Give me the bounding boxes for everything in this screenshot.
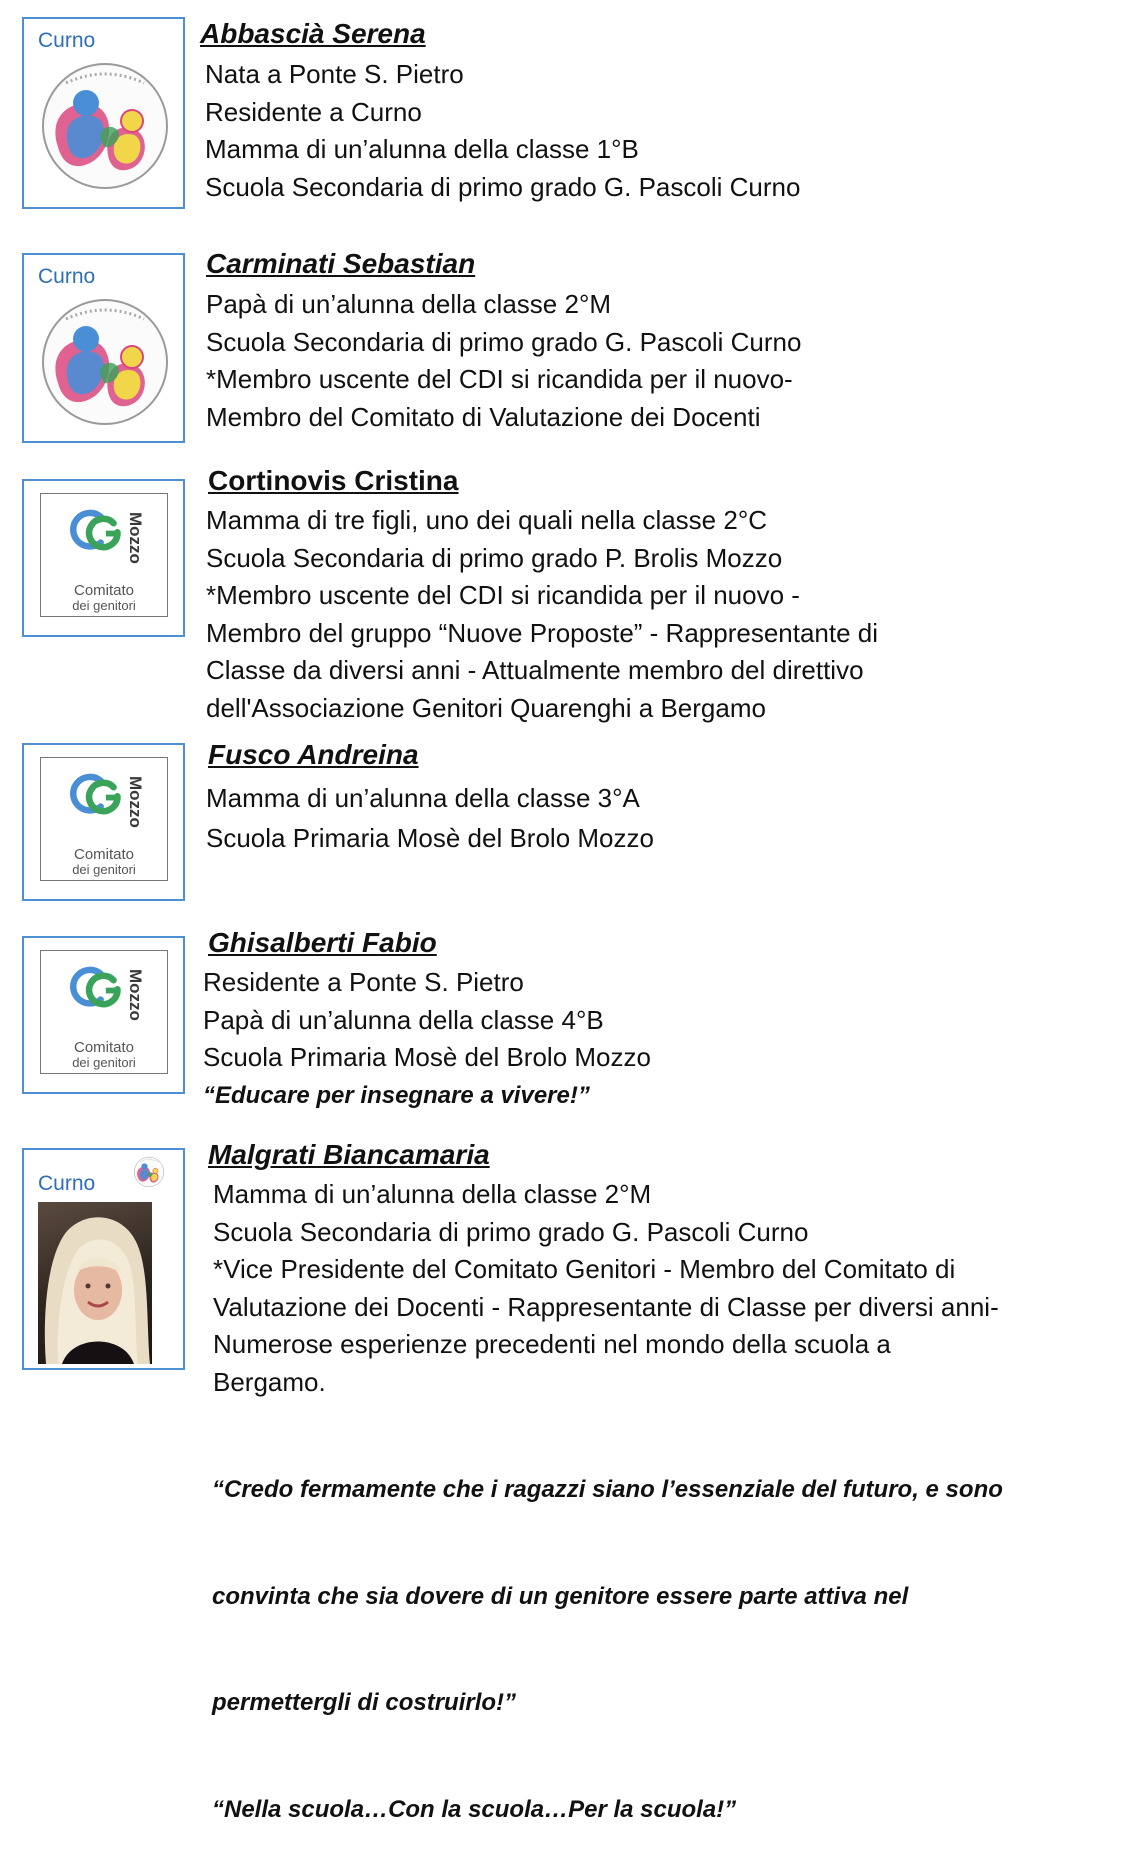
detail-line: Papà di un’alunna della classe 2°M bbox=[206, 289, 611, 319]
detail-line: Membro del gruppo “Nuove Proposte” - Rappresentante di bbox=[206, 617, 879, 648]
comitato-genitori-mozzo-logo bbox=[40, 757, 168, 881]
detail-line: Membro del Comitato di Valutazione dei Docenti bbox=[206, 401, 761, 432]
candidate-name: Abbascià Serena bbox=[200, 18, 426, 49]
candidate-details bbox=[205, 56, 800, 206]
detail-line: Scuola Primaria Mosè del Brolo Mozzo bbox=[206, 823, 654, 853]
quote-line: permettergli di costruirlo!” bbox=[212, 1689, 517, 1716]
candidate-name: Malgrati Biancamaria bbox=[208, 1139, 490, 1170]
detail-line: Mamma di un’alunna della classe 2°M bbox=[213, 1179, 652, 1209]
detail-line: Mamma di tre figli, uno dei quali nella classe 2°C bbox=[206, 505, 767, 535]
detail-line: Nata a Ponte S. Pietro bbox=[205, 59, 464, 89]
detail-line: *Membro uscente del CDI si ricandida per il nuovo - bbox=[206, 580, 800, 610]
detail-line: Numerose esperienze precedenti nel mondo della scuola a bbox=[213, 1329, 891, 1359]
candidate-name: Cortinovis Cristina bbox=[208, 465, 459, 496]
candidate-details bbox=[213, 1176, 999, 1401]
candidate-name: Ghisalberti Fabio bbox=[208, 927, 437, 958]
quote-line: “Credo fermamente che i ragazzi siano l’essenziale del futuro, e sono bbox=[212, 1476, 1003, 1503]
comitato-genitori-mozzo-logo bbox=[40, 950, 168, 1074]
detail-line: Papà di un’alunna della classe 4°B bbox=[203, 1004, 604, 1035]
detail-line: Mamma di un’alunna della classe 1°B bbox=[205, 134, 639, 164]
logo-place-text: Mozzo bbox=[126, 776, 145, 828]
detail-line: Mamma di un’alunna della classe 3°A bbox=[206, 783, 640, 813]
candidate-card-fusco bbox=[22, 743, 185, 901]
curno-badge: Curno bbox=[38, 265, 96, 288]
candidate-card-carminati bbox=[22, 253, 185, 443]
candidate-card-malgrati bbox=[22, 1148, 185, 1370]
candidate-name: Carminati Sebastian bbox=[206, 248, 476, 279]
detail-line: Scuola Secondaria di primo grado G. Pascoli Curno bbox=[213, 1216, 809, 1247]
comitato-genitori-mozzo-logo bbox=[40, 493, 168, 617]
logo-place-text: Mozzo bbox=[126, 512, 145, 564]
logo-place-text: Mozzo bbox=[126, 969, 145, 1021]
quote-line: “Nella scuola…Con la scuola…Per la scuola!” bbox=[212, 1795, 737, 1823]
portrait-image bbox=[38, 1202, 152, 1364]
detail-line: Bergamo. bbox=[213, 1366, 326, 1397]
candidate-card-cortinovis bbox=[22, 479, 185, 637]
logo-line2: dei genitori bbox=[72, 1055, 136, 1070]
candidate-details bbox=[203, 964, 651, 1114]
detail-line: Scuola Primaria Mosè del Brolo Mozzo bbox=[203, 1042, 651, 1072]
detail-line: Scuola Secondaria di primo grado G. Pascoli Curno bbox=[205, 171, 801, 202]
candidate-card-ghisalberti bbox=[22, 936, 185, 1094]
logo-line2: dei genitori bbox=[72, 862, 136, 877]
logo-line1: Comitato bbox=[73, 582, 135, 599]
candidate-photo bbox=[38, 1202, 152, 1364]
curno-badge: Curno bbox=[38, 1172, 96, 1195]
detail-line: *Membro uscente del CDI si ricandida per il nuovo- bbox=[206, 364, 793, 394]
comitato-genitori-mini-logo-icon bbox=[133, 1156, 165, 1188]
comitato-genitori-curno-logo-icon bbox=[38, 59, 172, 193]
detail-line: dell'Associazione Genitori Quarenghi a Bergamo bbox=[206, 692, 766, 723]
logo-line2: dei genitori bbox=[72, 598, 136, 613]
detail-line: Scuola Secondaria di primo grado P. Brolis Mozzo bbox=[206, 542, 783, 573]
detail-line: Residente a Curno bbox=[205, 96, 422, 127]
quote-line: convinta che sia dovere di un genitore essere parte attiva nel bbox=[212, 1582, 909, 1610]
candidate-details bbox=[206, 286, 801, 436]
detail-line: Residente a Ponte S. Pietro bbox=[203, 967, 524, 997]
candidate-motto: “Educare per insegnare a vivere!” bbox=[203, 1081, 590, 1109]
candidate-name: Fusco Andreina bbox=[208, 739, 419, 770]
candidate-details bbox=[206, 502, 878, 727]
detail-line: Valutazione dei Docenti - Rappresentante di Classe per diversi anni- bbox=[213, 1291, 999, 1322]
logo-line1: Comitato bbox=[73, 1039, 135, 1056]
comitato-genitori-curno-logo-icon bbox=[38, 295, 172, 429]
candidate-card-abbascia bbox=[22, 17, 185, 209]
detail-line: Scuola Secondaria di primo grado G. Pascoli Curno bbox=[206, 326, 802, 357]
detail-line: *Vice Presidente del Comitato Genitori - Membro del Comitato di bbox=[213, 1254, 956, 1284]
candidate-quote bbox=[212, 1401, 1003, 1863]
candidate-details bbox=[206, 778, 654, 858]
logo-line1: Comitato bbox=[73, 846, 135, 863]
curno-badge: Curno bbox=[38, 29, 96, 52]
detail-line: Classe da diversi anni - Attualmente membro del direttivo bbox=[206, 655, 864, 685]
